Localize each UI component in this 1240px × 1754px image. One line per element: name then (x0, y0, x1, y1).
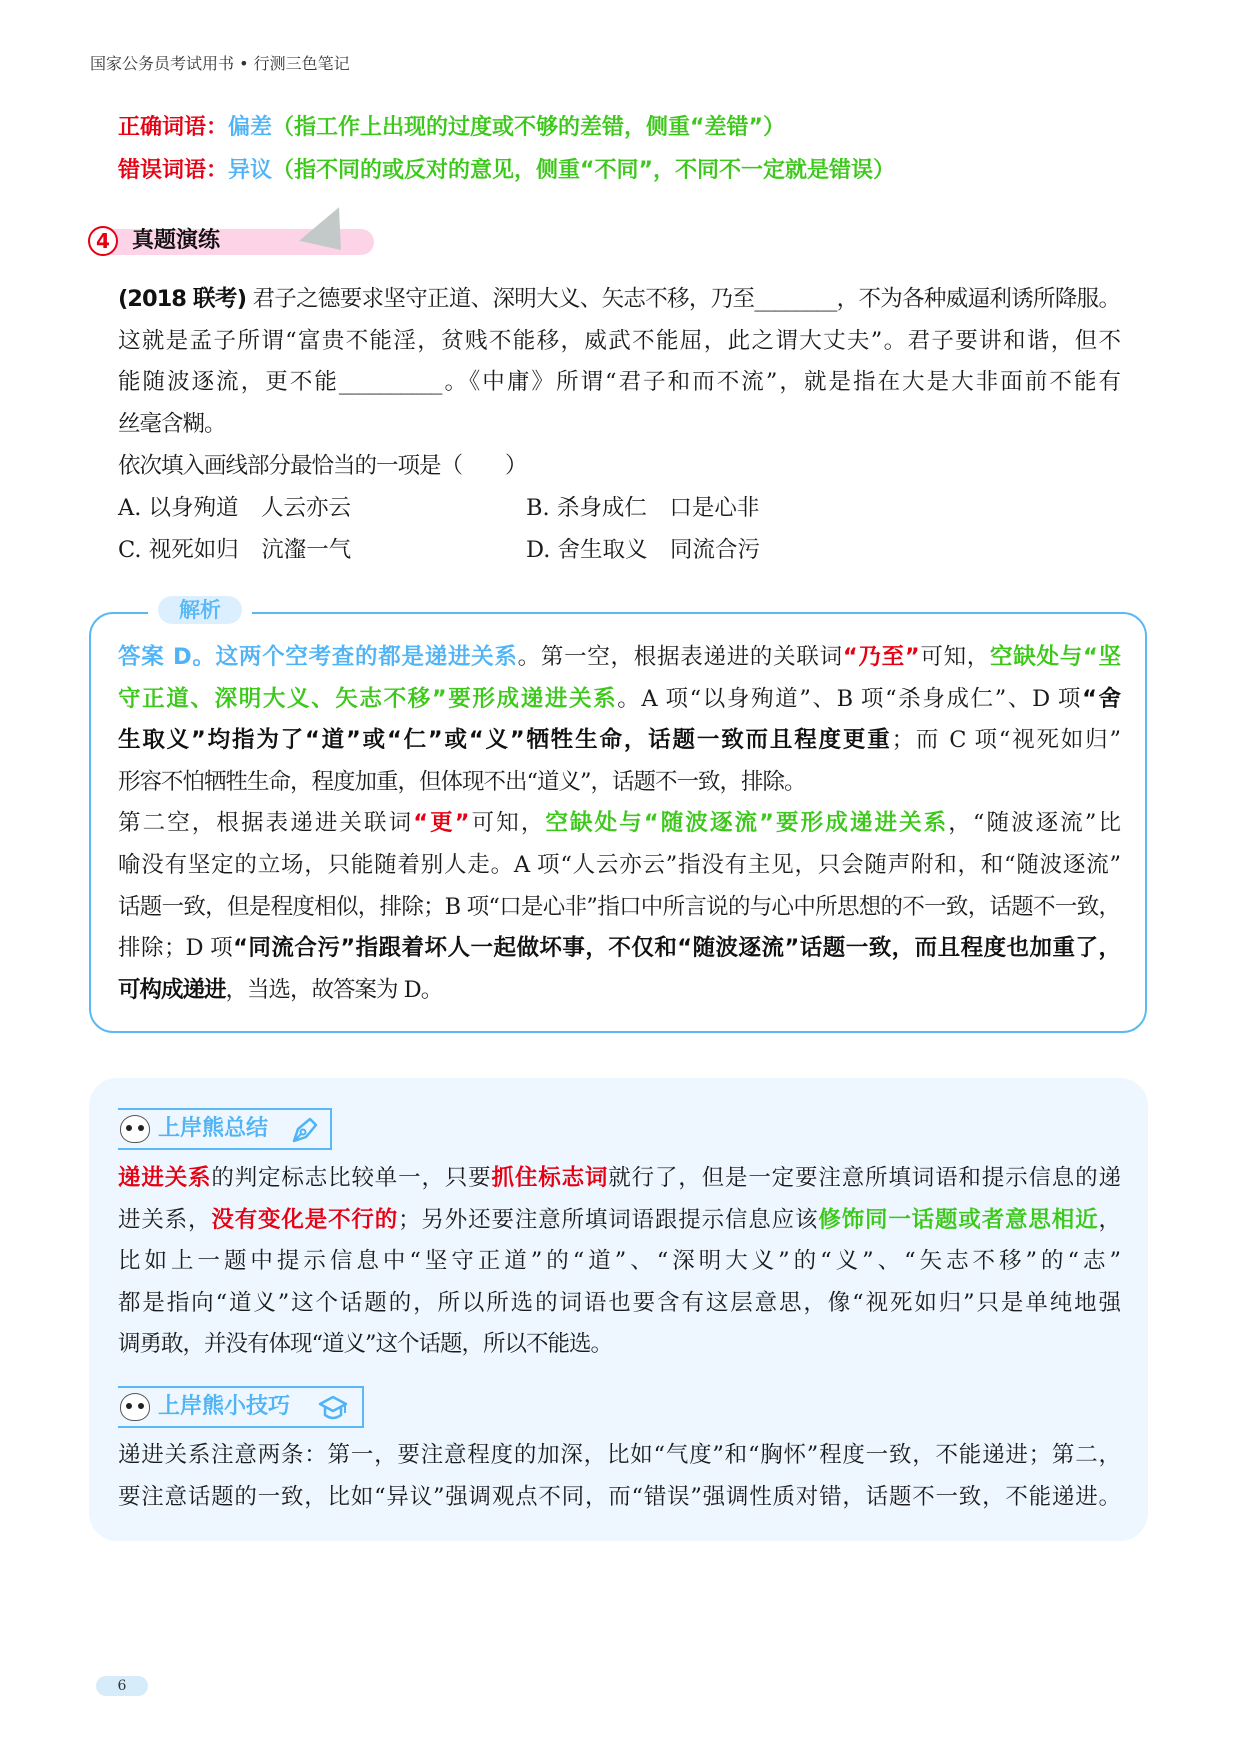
tips-title: 上岸熊小技巧 (158, 1394, 291, 1419)
text-line (118, 725, 1120, 755)
text-segment: 调勇敢，并没有体现“道义”这个话题，所以不能选。 (118, 1331, 613, 1357)
text-segment: 。第一空，根据表递进的关联词 (517, 644, 843, 670)
pen-icon (290, 1115, 320, 1145)
text-line (118, 808, 1120, 838)
text-line (118, 642, 1120, 672)
wrong-label: 错误词语： (118, 158, 229, 183)
text-segment: 可构成递进 (118, 977, 226, 1003)
page-number: 6 (96, 1676, 148, 1696)
text-segment: 空缺处与“随波逐流”要形成递进关系 (545, 810, 949, 836)
text-segment: ， (1098, 1207, 1120, 1233)
text-segment: ，“随波逐流”比 (948, 810, 1120, 836)
option-a: A. 以身殉道 人云亦云 (118, 495, 352, 521)
text-line (118, 975, 1120, 1005)
summary-title: 上岸熊总结 (158, 1116, 269, 1141)
graduation-cap-icon (318, 1393, 348, 1423)
arrow-decoration-icon (299, 207, 361, 266)
text-line (118, 933, 1120, 963)
section-number-icon: 4 (88, 226, 118, 256)
bear-mascot-icon (120, 1115, 150, 1143)
text-segment: 修饰同一话题或者意思相近 (818, 1207, 1099, 1233)
text-segment: “乃至” (842, 644, 919, 670)
text-line (118, 850, 1120, 880)
fill-in-blank: __________ (338, 369, 442, 395)
wrong-word-line (118, 157, 895, 185)
wrong-note: （指不同的或反对的意见，侧重“不同”，不同不一定就是错误） (272, 158, 895, 183)
text-segment: 。A 项“以身殉道”、B 项“杀身成仁”、D 项 (617, 686, 1083, 712)
fill-in-blank: ________ (754, 286, 837, 312)
text-segment: ；而 C 项“视死如归” (891, 727, 1121, 753)
text-line (118, 1288, 1120, 1318)
text-segment: 。《中庸》所谓“君子和而不流”，就是指在大是大非面前不能有 (441, 369, 1120, 395)
text-segment: (2018 联考) (118, 286, 246, 312)
text-segment: 递进关系 (118, 1165, 212, 1191)
text-line (118, 892, 1120, 922)
text-segment: 喻没有坚定的立场，只能随着别人走。A 项“人云亦云”指没有主见，只会随声附和，和“随波逐流” (118, 852, 1120, 878)
text-line (118, 1329, 1120, 1359)
text-segment: ；另外还要注意所填词语跟提示信息应该 (398, 1207, 819, 1233)
option-c: C. 视死如归 沆瀣一气 (118, 537, 352, 563)
section-heading (88, 226, 388, 258)
text-line (118, 1440, 1120, 1470)
text-line (118, 684, 1120, 714)
text-segment: 就行了，但是一定要注意所填词语和提示信息的递 (608, 1165, 1120, 1191)
text-line (118, 367, 1120, 397)
text-segment: 第二空，根据表递进关联词 (118, 810, 414, 836)
text-segment: 递进关系注意两条：第一，要注意程度的加深，比如“气度”和“胸怀”程度一致，不能递进；第二， (118, 1442, 1120, 1468)
text-segment: 答案 D。这两个空考查的都是递进关系 (118, 644, 518, 670)
correct-word: 偏差 (228, 115, 273, 140)
text-segment: 可知， (918, 644, 991, 670)
text-segment: 能随波逐流，更不能 (118, 369, 339, 395)
correct-word-line (118, 114, 785, 142)
text-segment: 比如上一题中提示信息中“坚守正道”的“道”、“深明大义”的“义”、“矢志不移”的“志” (118, 1248, 1120, 1274)
summary-heading (118, 1108, 332, 1150)
correct-label: 正确词语： (118, 115, 229, 140)
text-segment: 没有变化是不行的 (211, 1207, 399, 1233)
text-line (118, 1482, 1120, 1512)
text-line (118, 1163, 1120, 1193)
text-segment: 这就是孟子所谓“富贵不能淫，贫贱不能移，威武不能屈，此之谓大丈夫”。君子要讲和谐，但不 (118, 328, 1120, 354)
text-segment: 要注意话题的一致，比如“异议”强调观点不同，而“错误”强调性质对错，话题不一致，不能递进。 (118, 1484, 1120, 1510)
correct-note: （指工作上出现的过度或不够的差错，侧重“差错”） (272, 115, 785, 140)
wrong-word: 异议 (228, 158, 273, 183)
text-segment: 形容不怕牺牲生命，程度加重，但体现不出“道义”，话题不一致，排除。 (118, 769, 806, 795)
text-segment: 抓住标志词 (491, 1165, 609, 1191)
text-segment: “舍 (1082, 686, 1120, 712)
text-segment: ，当选，故答案为 D。 (225, 977, 443, 1003)
text-segment: 空缺处与“坚 (990, 644, 1120, 670)
text-segment: 话题一致，但是程度相似，排除；B 项“口是心非”指口中所言说的与心中所思想的不一致，话题不一致， (118, 894, 1120, 920)
text-segment: 进关系， (118, 1207, 212, 1233)
text-line (118, 451, 1120, 481)
text-segment: ，不为各种威逼利诱所降服。 (836, 286, 1120, 312)
running-header: 国家公务员考试用书 • 行测三色笔记 (90, 54, 350, 73)
text-line (118, 284, 1120, 314)
analysis-label-text: 解析 (158, 596, 242, 624)
text-line (118, 409, 1120, 439)
text-segment: 的判定标志比较单一，只要 (211, 1165, 492, 1191)
section-title: 真题演练 (132, 228, 221, 253)
text-segment: 丝毫含糊。 (118, 411, 226, 437)
text-segment: 可知， (468, 810, 546, 836)
text-line (118, 1246, 1120, 1276)
text-line (118, 326, 1120, 356)
text-segment: 排除；D 项 (118, 935, 234, 961)
text-segment: 君子之德要求坚守正道、深明大义、矢志不移，乃至 (245, 286, 755, 312)
text-segment: 守正道、深明大义、矢志不移”要形成递进关系 (118, 686, 618, 712)
analysis-label (148, 596, 252, 626)
tips-heading (118, 1386, 364, 1428)
text-segment: “更” (413, 810, 469, 836)
text-segment: 依次填入画线部分最恰当的一项是（ ） (118, 453, 527, 479)
text-segment: 都是指向“道义”这个话题的，所以所选的词语也要含有这层意思，像“视死如归”只是单纯地强 (118, 1290, 1120, 1316)
text-line (118, 1205, 1120, 1235)
option-b: B. 杀身成仁 口是心非 (526, 495, 760, 521)
text-line (118, 767, 1120, 797)
option-d: D. 舍生取义 同流合污 (526, 537, 761, 563)
text-segment: “同流合污”指跟着坏人一起做坏事，不仅和“随波逐流”话题一致，而且程度也加重了， (233, 935, 1120, 961)
text-segment: 生取义”均指为了“道”或“仁”或“义”牺牲生命，话题一致而且程度更重 (118, 727, 892, 753)
bear-mascot-icon (120, 1393, 150, 1421)
